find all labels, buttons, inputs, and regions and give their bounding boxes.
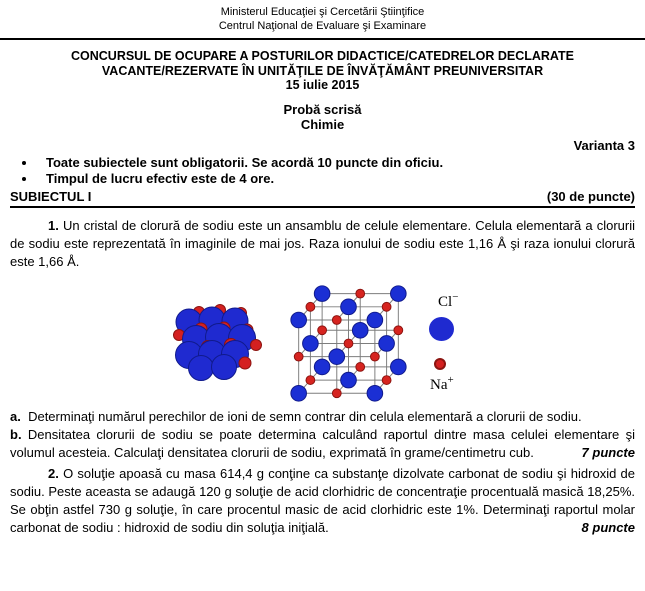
question-1a-letter: a. — [10, 408, 21, 424]
subject-header — [10, 189, 635, 208]
question-1a-text: Determinaţi numărul perechilor de ioni de semn contrar din celula elementară a clorurii de sodiu. — [28, 408, 582, 424]
subject-title: SUBIECTUL I — [10, 188, 92, 204]
question-1-text: Un cristal de clorură de sodiu este un ansamblu de celule elementare. Celula elementară a clorurii de sodiu este reprezentată în imaginile de mai jos. Raza ionului de sodiu este 1,16 Å şi raza ionului clorură este 1,66 Å. — [10, 217, 635, 269]
exam-notes — [10, 155, 635, 188]
question-1-intro — [10, 217, 635, 271]
exam-date: 15 iulie 2015 — [285, 78, 360, 92]
question-2-text: O soluţie apoasă cu masa 614,4 g conţine ca substanţe dizolvate carbonat de sodiu şi hidroxid de sodiu. Peste aceasta se adaugă 120 g soluţie de acid clorhidric de concentraţie procentuală masică 18,25%. Se obţin astfel 730 g soluţie, în care procentul masic de acid clorhidric este 1%. Determinaţi raportul molar carbonat de sodiu : hidroxid de sodiu din soluţia iniţială. — [10, 465, 635, 535]
question-1a — [10, 408, 635, 426]
exam-discipline: Chimie — [300, 116, 345, 132]
sodium-ion-label: Na+ — [430, 374, 454, 393]
title-line-2: VACANTE/REZERVATE ÎN UNITĂŢILE DE ÎNVĂŢĂMÂNT PREUNIVERSITAR — [101, 63, 544, 78]
crystal-figures — [10, 276, 635, 408]
question-1b — [10, 426, 635, 462]
sodium-ion-sphere — [434, 358, 446, 370]
ion-legend — [426, 290, 458, 393]
question-1b-text: Densitatea clorurii de sodiu se poate determina calculând raportul dintre masa celulei elementare şi volumul acesteia. Calculaţi densitatea clorurii de sodiu, exprimată în grame/centimetru cub. — [10, 426, 635, 460]
question-2-points: 8 puncte — [581, 519, 635, 535]
question-1b-points: 7 puncte — [581, 444, 635, 460]
question-1b-letter: b. — [10, 426, 22, 442]
note-item: • Toate subiectele sunt obligatorii. Se acordă 10 puncte din oficiu. — [37, 155, 635, 172]
ministry-line-1: Ministerul Educaţiei şi Cercetării Ştiinţifice — [220, 6, 425, 18]
exam-type-block — [10, 102, 635, 132]
header-divider — [0, 38, 645, 40]
title-line-1: CONCURSUL DE OCUPARE A POSTURILOR DIDACTICE/CATEDRELOR DECLARATE — [70, 49, 574, 63]
exam-type: Probă scrisă — [283, 101, 362, 117]
note-item: • Timpul de lucru efectiv este de 4 ore. — [37, 171, 635, 188]
chloride-ion-label: Cl− — [438, 291, 459, 310]
chloride-ion-sphere — [429, 317, 454, 341]
nacl-space-filling-model-image — [170, 303, 264, 381]
variant-label: Varianta 3 — [573, 137, 635, 153]
question-2 — [10, 465, 635, 537]
subject-points: (30 de puncte) — [546, 188, 635, 204]
question-1-number: 1. — [48, 217, 59, 233]
question-2-number: 2. — [48, 465, 59, 481]
ministry-line-2: Centrul Naţional de Evaluare şi Examinare — [218, 19, 427, 32]
nacl-unit-cell-lattice-image — [285, 276, 412, 407]
document-title — [10, 49, 635, 93]
